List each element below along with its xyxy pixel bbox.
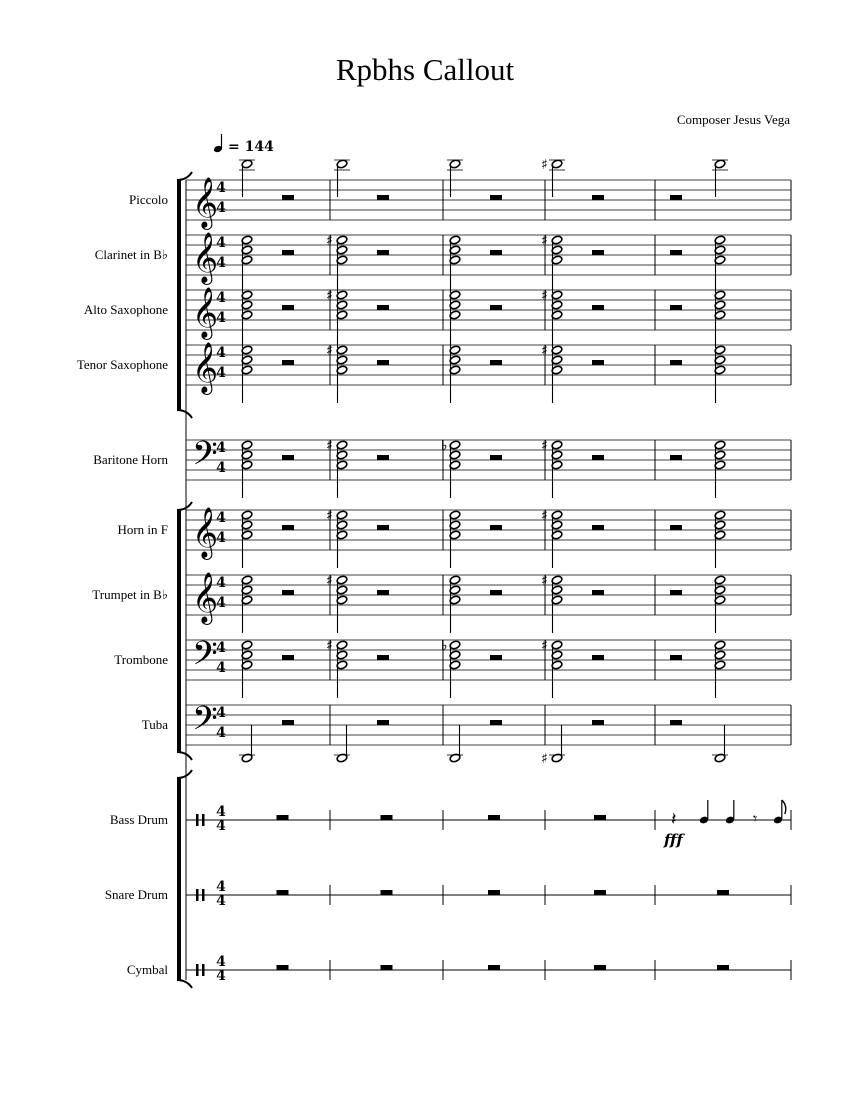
half-rest xyxy=(490,720,502,725)
half-rest xyxy=(282,305,294,310)
half-rest xyxy=(670,195,682,200)
instrument-name: Clarinet in B♭ xyxy=(94,247,168,262)
time-signature-bottom: 4 xyxy=(216,595,226,611)
half-rest xyxy=(377,250,389,255)
staff-baritone-horn xyxy=(93,435,791,498)
sharp-accidental: ♯ xyxy=(541,751,548,767)
whole-rest xyxy=(488,815,500,820)
sharp-accidental: ♯ xyxy=(541,233,548,249)
time-signature-top: 4 xyxy=(216,440,226,456)
time-signature-bottom: 4 xyxy=(216,200,226,216)
whole-rest xyxy=(594,965,606,970)
percussion-clef xyxy=(196,964,199,976)
flat-accidental: ♭ xyxy=(441,438,448,454)
staff-alto-sax xyxy=(84,287,791,348)
instrument-name: Trumpet in B♭ xyxy=(92,587,168,602)
sharp-accidental: ♯ xyxy=(541,343,548,359)
whole-rest xyxy=(717,890,729,895)
staff-snare-drum xyxy=(105,879,791,909)
time-signature-top: 4 xyxy=(216,235,226,251)
half-rest xyxy=(377,590,389,595)
instrument-name: Tenor Saxophone xyxy=(76,357,168,372)
brass-bracket xyxy=(177,502,192,760)
time-signature-top: 4 xyxy=(216,705,226,721)
eighth-rest: 𝄾 xyxy=(753,809,758,828)
half-rest xyxy=(670,360,682,365)
half-rest xyxy=(490,590,502,595)
treble-clef: 𝄞 xyxy=(192,287,219,338)
half-rest xyxy=(670,525,682,530)
sharp-accidental: ♯ xyxy=(326,508,333,524)
staff-horn-f xyxy=(117,507,791,568)
time-signature-top: 4 xyxy=(216,879,226,895)
instrument-name: Bass Drum xyxy=(109,812,168,827)
half-rest xyxy=(592,455,604,460)
half-rest xyxy=(490,455,502,460)
half-rest xyxy=(490,360,502,365)
sharp-accidental: ♯ xyxy=(541,288,548,304)
half-rest xyxy=(282,195,294,200)
whole-rest xyxy=(277,815,289,820)
sharp-accidental: ♯ xyxy=(541,438,548,454)
half-rest xyxy=(282,655,294,660)
percussion-clef xyxy=(202,964,205,976)
time-signature-bottom: 4 xyxy=(216,310,226,326)
woodwind-bracket xyxy=(177,172,192,418)
half-rest xyxy=(377,360,389,365)
bass-clef: 𝄢 xyxy=(192,435,218,481)
half-rest xyxy=(670,655,682,660)
dynamic-marking: fff xyxy=(664,831,683,849)
half-rest xyxy=(592,720,604,725)
percussion-clef xyxy=(202,889,205,901)
whole-rest xyxy=(277,890,289,895)
time-signature-bottom: 4 xyxy=(216,530,226,546)
score-title: Rpbhs Callout xyxy=(335,52,515,87)
treble-clef: 𝄞 xyxy=(192,572,219,623)
whole-rest xyxy=(594,890,606,895)
whole-rest xyxy=(488,965,500,970)
whole-rest xyxy=(488,890,500,895)
time-signature-bottom: 4 xyxy=(216,365,226,381)
staff-clarinet xyxy=(95,232,791,293)
instrument-name: Snare Drum xyxy=(104,887,168,902)
half-rest xyxy=(490,195,502,200)
time-signature-top: 4 xyxy=(216,804,226,820)
time-signature-top: 4 xyxy=(216,640,226,656)
half-rest xyxy=(670,250,682,255)
whole-rest xyxy=(381,890,393,895)
half-rest xyxy=(592,590,604,595)
half-rest xyxy=(490,655,502,660)
instrument-name: Horn in F xyxy=(117,522,168,537)
half-rest xyxy=(377,720,389,725)
sharp-accidental: ♯ xyxy=(541,508,548,524)
time-signature-top: 4 xyxy=(216,180,226,196)
half-rest xyxy=(377,525,389,530)
half-rest xyxy=(490,305,502,310)
time-signature-top: 4 xyxy=(216,510,226,526)
sharp-accidental: ♯ xyxy=(326,438,333,454)
time-signature-top: 4 xyxy=(216,575,226,591)
instrument-name: Baritone Horn xyxy=(93,452,168,467)
tempo-marking xyxy=(213,134,274,155)
bass-clef: 𝄢 xyxy=(192,635,218,681)
half-rest xyxy=(377,195,389,200)
half-rest xyxy=(670,720,682,725)
half-rest xyxy=(377,655,389,660)
quarter-rest: 𝄽 xyxy=(671,809,677,830)
instrument-name: Cymbal xyxy=(126,962,168,977)
half-rest xyxy=(592,195,604,200)
half-rest xyxy=(592,525,604,530)
treble-clef: 𝄞 xyxy=(192,177,219,228)
time-signature-bottom: 4 xyxy=(216,818,226,834)
whole-rest xyxy=(381,965,393,970)
tempo-value: = 144 xyxy=(228,139,274,155)
staff-trombone xyxy=(114,635,791,698)
instrument-name: Tuba xyxy=(141,717,168,732)
half-rest xyxy=(377,455,389,460)
staff-cymbal xyxy=(127,954,791,984)
sharp-accidental: ♯ xyxy=(326,288,333,304)
half-rest xyxy=(670,590,682,595)
sharp-accidental: ♯ xyxy=(541,638,548,654)
whole-rest xyxy=(277,965,289,970)
time-signature-bottom: 4 xyxy=(216,660,226,676)
half-rest xyxy=(592,360,604,365)
half-rest xyxy=(490,525,502,530)
half-rest xyxy=(282,590,294,595)
composer-credit: Composer Jesus Vega xyxy=(676,112,790,127)
half-rest xyxy=(670,455,682,460)
staff-bass-drum xyxy=(110,800,791,849)
treble-clef: 𝄞 xyxy=(192,232,219,283)
sharp-accidental: ♯ xyxy=(541,573,548,589)
flat-accidental: ♭ xyxy=(441,638,448,654)
time-signature-top: 4 xyxy=(216,954,226,970)
sharp-accidental: ♯ xyxy=(326,573,333,589)
half-rest xyxy=(282,720,294,725)
sharp-accidental: ♯ xyxy=(326,343,333,359)
half-rest xyxy=(592,250,604,255)
percussion-bracket xyxy=(177,770,192,988)
percussion-clef xyxy=(196,814,199,826)
percussion-clef xyxy=(196,889,199,901)
sharp-accidental: ♯ xyxy=(326,233,333,249)
half-rest xyxy=(282,455,294,460)
half-rest xyxy=(282,525,294,530)
sharp-accidental: ♯ xyxy=(541,157,548,173)
instrument-name: Trombone xyxy=(114,652,168,667)
time-signature-bottom: 4 xyxy=(216,255,226,271)
bass-clef: 𝄢 xyxy=(192,700,218,746)
sharp-accidental: ♯ xyxy=(326,638,333,654)
time-signature-bottom: 4 xyxy=(216,968,226,984)
instrument-name: Piccolo xyxy=(129,192,168,207)
half-rest xyxy=(670,305,682,310)
time-signature-top: 4 xyxy=(216,345,226,361)
instrument-name: Alto Saxophone xyxy=(83,302,168,317)
time-signature-top: 4 xyxy=(216,290,226,306)
half-rest xyxy=(592,305,604,310)
half-rest xyxy=(282,360,294,365)
staff-trumpet xyxy=(92,572,791,633)
percussion-clef xyxy=(202,814,205,826)
half-rest xyxy=(490,250,502,255)
half-rest xyxy=(282,250,294,255)
treble-clef: 𝄞 xyxy=(192,507,219,558)
time-signature-bottom: 4 xyxy=(216,725,226,741)
half-rest xyxy=(592,655,604,660)
whole-rest xyxy=(717,965,729,970)
treble-clef: 𝄞 xyxy=(192,342,219,393)
whole-rest xyxy=(594,815,606,820)
staff-tenor-sax xyxy=(77,342,791,403)
half-rest xyxy=(377,305,389,310)
time-signature-bottom: 4 xyxy=(216,893,226,909)
time-signature-bottom: 4 xyxy=(216,460,226,476)
whole-rest xyxy=(381,815,393,820)
staff-tuba xyxy=(142,700,791,767)
staff-piccolo xyxy=(129,157,791,230)
